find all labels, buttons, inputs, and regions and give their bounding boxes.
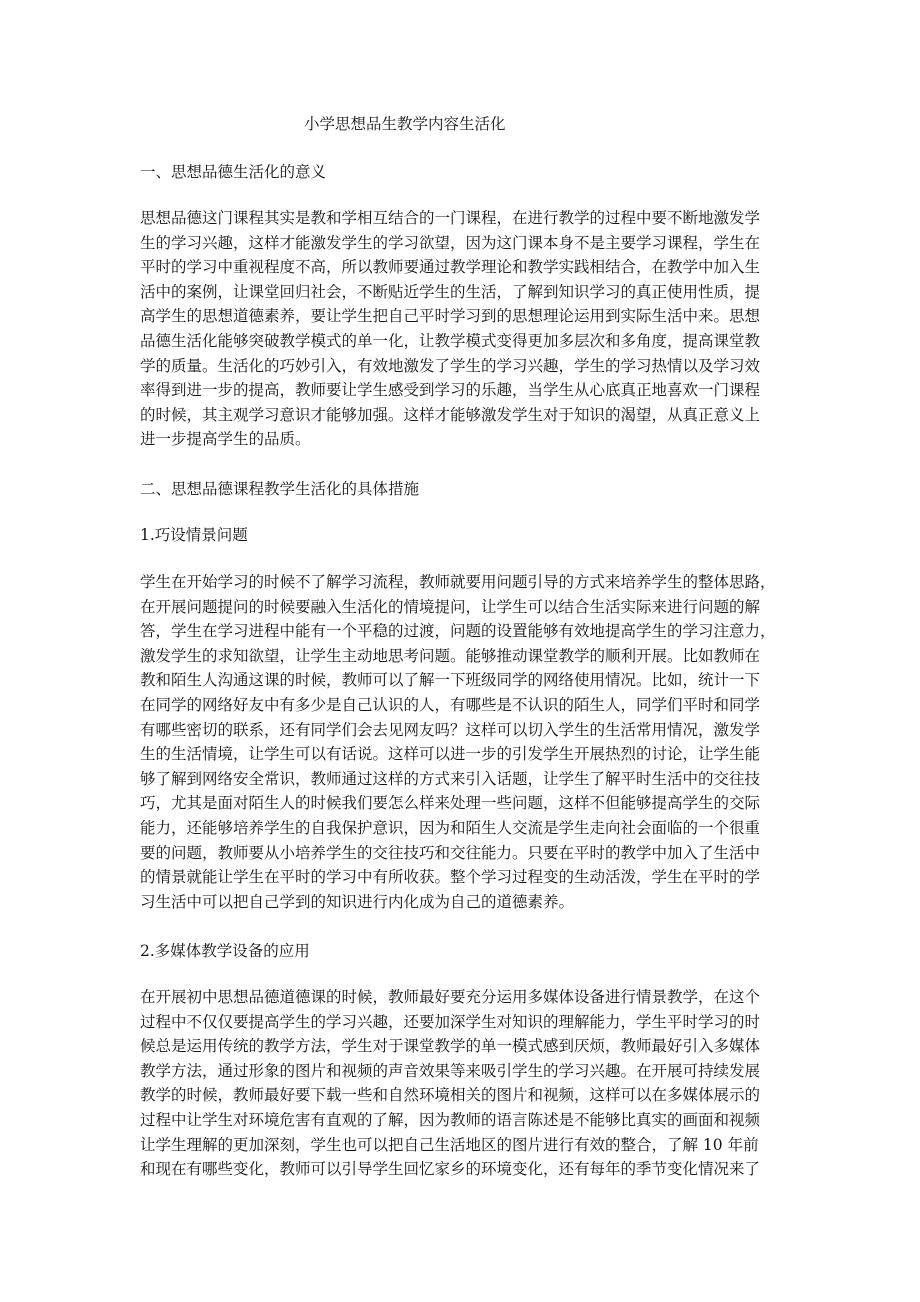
document-title: 小学思想品生教学内容生活化 [304, 115, 506, 133]
text-line: 活中的案例，让课堂回归社会，不断贴近学生的生活，了解到知识学习的真正使用性质，提 [140, 282, 761, 301]
text-line: 和现在有哪些变化，教师可以引导学生回忆家乡的环境变化，还有每年的季节变化情况来了 [140, 1160, 761, 1179]
text-line: 激发学生的求知欲望，让学生主动地思考问题。能够推动课堂教学的顺利开展。比如教师在 [140, 646, 761, 665]
text-line: 学生在开始学习的时候不了解学习流程，教师就要用问题引导的方式来培养学生的整体思路， [140, 573, 776, 591]
text-line: 学的质量。生活化的巧妙引入，有效地激发了学生的学习兴趣，学生的学习热情以及学习效 [140, 356, 761, 375]
text-line: 教学方法，通过形象的图片和视频的声音效果等来吸引学生的学习兴趣。在开展可持续发展 [140, 1061, 761, 1080]
text-line: 思想品德这门课程其实是教和学相互结合的一门课程，在进行教学的过程中要不断地激发学 [140, 209, 761, 227]
text-line: 高学生的思想道德素养，要让学生把自己平时学习到的思想理论运用到实际生活中来。思想 [140, 307, 761, 326]
text-line: 的时候，其主观学习意识才能够加强。这样才能够激发学生对于知识的渴望，从真正意义上 [140, 405, 761, 424]
paragraph-multimedia [140, 985, 780, 1182]
subsection-heading-multimedia: 2.多媒体教学设备的应用 [140, 942, 310, 960]
subsection-heading-situational-questions: 1.巧设情景问题 [140, 526, 248, 544]
paragraph-situational-questions [140, 570, 780, 914]
text-line: 教和陌生人沟通这课的时候，教师可以了解一下班级同学的网络使用情况。比如，统计一下 [140, 671, 761, 690]
text-line: 过程中让学生对环境危害有直观的了解，因为教师的语言陈述是不能够比真实的画面和视频 [140, 1110, 761, 1129]
paragraph-significance [140, 206, 780, 452]
text-line: 生的生活情境，让学生可以有话说。这样可以进一步的引发学生开展热烈的讨论，让学生能 [140, 745, 761, 764]
text-line: 平时的学习中重视程度不高，所以教师要通过教学理论和教学实践相结合，在教学中加入生 [140, 258, 761, 277]
text-line: 要的问题，教师要从小培养学生的交往技巧和交往能力。只要在平时的教学中加入了生活中 [140, 843, 761, 862]
text-line: 在开展初中思想品德道德课的时候，教师最好要充分运用多媒体设备进行情景教学，在这个 [140, 988, 761, 1006]
text-line: 教学的时候，教师最好要下载一些和自然环境相关的图片和视频，这样可以在多媒体展示的 [140, 1086, 761, 1105]
text-line: 巧，尤其是面对陌生人的时候我们要怎么样来处理一些问题，这样不但能够提高学生的交际 [140, 794, 761, 813]
text-line: 率得到进一步的提高，教师要让学生感受到学习的乐趣，当学生从心底真正地喜欢一门课程 [140, 381, 761, 400]
section-heading-measures: 二、思想品德课程教学生活化的具体措施 [140, 480, 420, 498]
text-line: 够了解到网络安全常识，教师通过这样的方式来引入话题，让学生了解平时生活中的交往技 [140, 769, 761, 788]
text-line: 品德生活化能够突破教学模式的单一化，让教学模式变得更加多层次和多角度，提高课堂教 [140, 331, 761, 350]
text-line: 生的学习兴趣，这样才能激发学生的学习欲望，因为这门课本身不是主要学习课程，学生在 [140, 233, 761, 252]
text-line: 进一步提高学生的品质。 [140, 430, 311, 449]
text-line: 有哪些密切的联系，还有同学们会去见网友吗？这样可以切入学生的生活常用情况，激发学 [140, 720, 761, 739]
text-line: 让学生理解的更加深刻，学生也可以把自己生活地区的图片进行有效的整合，了解 10 年前 [140, 1135, 759, 1154]
text-line: 在同学的网络好友中有多少是自己认识的人，有哪些是不认识的陌生人，同学们平时和同学 [140, 695, 761, 714]
text-line: 候总是运用传统的教学方法，学生对于课堂教学的单一模式感到厌烦，教师最好引入多媒体 [140, 1037, 761, 1056]
text-line: 的情景就能让学生在平时的学习中有所收获。整个学习过程变的生动活泼，学生在平时的学 [140, 868, 761, 887]
text-line: 过程中不仅仅要提高学生的学习兴趣，还要加深学生对知识的理解能力，学生平时学习的时 [140, 1012, 761, 1031]
text-line: 在开展问题提问的时候要融入生活化的情境提问，让学生可以结合生活实际来进行问题的解 [140, 597, 761, 616]
text-line: 答，学生在学习进程中能有一个平稳的过渡，问题的设置能够有效地提高学生的学习注意力， [140, 622, 776, 641]
section-heading-significance: 一、思想品德生活化的意义 [140, 163, 327, 181]
text-line: 习生活中可以把自己学到的知识进行内化成为自己的道德素养。 [140, 892, 575, 911]
text-line: 能力，还能够培养学生的自我保护意识，因为和陌生人交流是学生走向社会面临的一个很重 [140, 818, 761, 837]
